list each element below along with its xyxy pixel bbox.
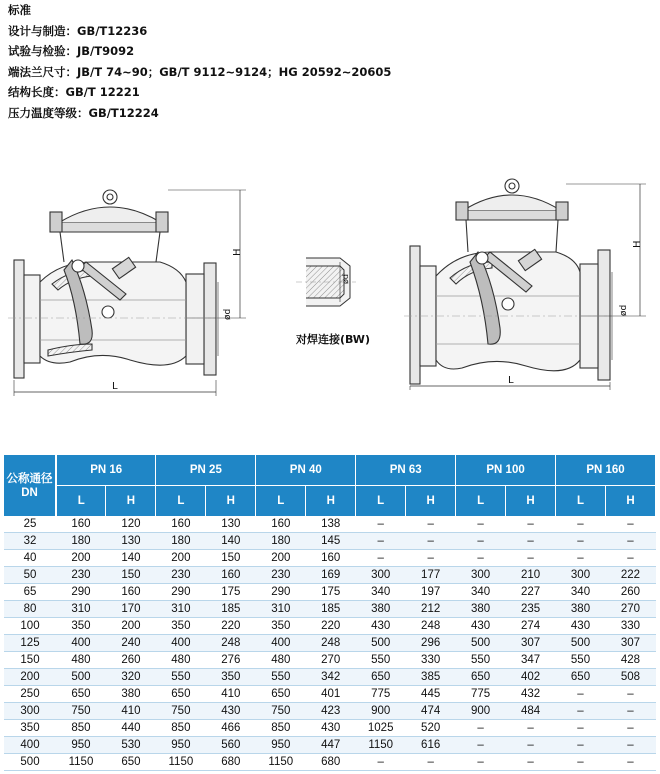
table-cell: 900: [356, 703, 406, 720]
table-cell: –: [506, 533, 556, 550]
right-dim-d: ød: [619, 304, 629, 316]
table-cell: 350: [256, 618, 306, 635]
table-cell: 180: [56, 533, 106, 550]
pn-header: PN 63: [356, 455, 456, 486]
table-cell: 520: [406, 720, 456, 737]
table-row: [4, 737, 656, 754]
table-cell: 340: [356, 584, 406, 601]
table-cell: 200: [106, 618, 156, 635]
sub-header-L: L: [56, 486, 106, 517]
pn-header: PN 16: [56, 455, 156, 486]
table-cell: –: [556, 516, 606, 533]
dn-cell: 500: [4, 754, 56, 771]
table-cell: 775: [356, 686, 406, 703]
table-row: [4, 618, 656, 635]
table-cell: 160: [206, 567, 256, 584]
table-cell: 212: [406, 601, 456, 618]
table-cell: –: [356, 550, 406, 567]
table-cell: 650: [56, 686, 106, 703]
table-cell: –: [556, 533, 606, 550]
table-cell: 290: [56, 584, 106, 601]
sub-header-H: H: [506, 486, 556, 517]
table-cell: 290: [256, 584, 306, 601]
table-cell: 775: [456, 686, 506, 703]
table-cell: 210: [506, 567, 556, 584]
table-cell: 248: [306, 635, 356, 652]
table-cell: 401: [306, 686, 356, 703]
table-cell: 200: [256, 550, 306, 567]
table-cell: 385: [406, 669, 456, 686]
sub-header-H: H: [406, 486, 456, 517]
dn-cell: 250: [4, 686, 56, 703]
bw-caption: 对焊连接(BW): [296, 333, 370, 346]
dn-header: [4, 455, 56, 516]
table-cell: –: [506, 550, 556, 567]
table-cell: 330: [605, 618, 655, 635]
table-cell: 650: [156, 686, 206, 703]
table-cell: 650: [256, 686, 306, 703]
table-cell: –: [456, 720, 506, 737]
table-row: [4, 601, 656, 618]
table-cell: 530: [106, 737, 156, 754]
table-cell: 440: [106, 720, 156, 737]
table-row: [4, 669, 656, 686]
table-cell: 248: [406, 618, 456, 635]
pn-header: PN 160: [556, 455, 656, 486]
sub-header-L: L: [356, 486, 406, 517]
sub-header-H: H: [306, 486, 356, 517]
table-cell: 270: [605, 601, 655, 618]
table-cell: 160: [106, 584, 156, 601]
table-body: [4, 516, 656, 771]
table-cell: 220: [306, 618, 356, 635]
table-row: [4, 584, 656, 601]
table-cell: –: [456, 754, 506, 771]
table-cell: 1150: [56, 754, 106, 771]
table-cell: 300: [456, 567, 506, 584]
table-cell: 270: [306, 652, 356, 669]
table-cell: 180: [156, 533, 206, 550]
table-cell: 342: [306, 669, 356, 686]
dn-cell: 50: [4, 567, 56, 584]
dn-cell: 65: [4, 584, 56, 601]
table-cell: 310: [56, 601, 106, 618]
table-cell: –: [605, 703, 655, 720]
table-cell: 320: [106, 669, 156, 686]
dn-header-line1: 公称通径: [6, 472, 53, 485]
table-cell: 150: [106, 567, 156, 584]
table-cell: –: [605, 550, 655, 567]
table-row: [4, 754, 656, 771]
left-dim-d: ød: [223, 308, 233, 320]
dn-cell: 25: [4, 516, 56, 533]
table-cell: 750: [256, 703, 306, 720]
table-row: [4, 703, 656, 720]
table-cell: 432: [506, 686, 556, 703]
table-cell: 480: [256, 652, 306, 669]
table-cell: 650: [456, 669, 506, 686]
table-cell: 185: [206, 601, 256, 618]
table-cell: 550: [356, 652, 406, 669]
table-cell: 230: [56, 567, 106, 584]
table-cell: –: [406, 550, 456, 567]
table-cell: 274: [506, 618, 556, 635]
table-cell: –: [506, 720, 556, 737]
table-cell: 235: [506, 601, 556, 618]
table-cell: 120: [106, 516, 156, 533]
right-valve: [404, 179, 646, 390]
table-cell: 500: [456, 635, 506, 652]
table-cell: 400: [56, 635, 106, 652]
table-cell: 160: [306, 550, 356, 567]
table-cell: 340: [456, 584, 506, 601]
table-row: [4, 635, 656, 652]
table-cell: 175: [306, 584, 356, 601]
table-cell: 160: [56, 516, 106, 533]
table-cell: 410: [206, 686, 256, 703]
dn-cell: 80: [4, 601, 56, 618]
standards-block: [8, 0, 391, 123]
table-cell: 430: [356, 618, 406, 635]
table-cell: 222: [605, 567, 655, 584]
table-cell: –: [556, 737, 606, 754]
table-cell: 260: [605, 584, 655, 601]
left-dim-H: H: [232, 248, 243, 256]
pn-header: PN 25: [156, 455, 256, 486]
table-cell: 260: [106, 652, 156, 669]
table-cell: 307: [506, 635, 556, 652]
table-cell: 138: [306, 516, 356, 533]
table-cell: –: [406, 754, 456, 771]
standard-flange: 端法兰尺寸：JB/T 74~90；GB/T 9112~9124；HG 20592~20605: [8, 64, 392, 79]
table-cell: 296: [406, 635, 456, 652]
table-cell: 560: [206, 737, 256, 754]
table-cell: 170: [106, 601, 156, 618]
table-cell: 680: [306, 754, 356, 771]
table-cell: –: [406, 516, 456, 533]
table-cell: 650: [356, 669, 406, 686]
table-cell: 330: [406, 652, 456, 669]
dimension-table: [4, 455, 656, 771]
table-cell: –: [356, 754, 406, 771]
table-cell: 750: [56, 703, 106, 720]
table-cell: 423: [306, 703, 356, 720]
table-cell: 850: [156, 720, 206, 737]
table-cell: –: [456, 550, 506, 567]
table-cell: –: [556, 703, 606, 720]
table-cell: 400: [156, 635, 206, 652]
table-cell: 500: [56, 669, 106, 686]
table-row: [4, 686, 656, 703]
table-cell: 340: [556, 584, 606, 601]
table-cell: 447: [306, 737, 356, 754]
table-cell: 616: [406, 737, 456, 754]
table-cell: –: [605, 533, 655, 550]
sub-header-L: L: [456, 486, 506, 517]
table-cell: 130: [106, 533, 156, 550]
dn-cell: 200: [4, 669, 56, 686]
table-cell: 350: [206, 669, 256, 686]
table-cell: 240: [106, 635, 156, 652]
table-cell: 380: [106, 686, 156, 703]
table-cell: 1025: [356, 720, 406, 737]
table-cell: 750: [156, 703, 206, 720]
right-dim-L: L: [508, 375, 514, 386]
valve-drawing: [0, 175, 660, 410]
table-cell: 430: [306, 720, 356, 737]
table-cell: 150: [206, 550, 256, 567]
table-cell: 350: [156, 618, 206, 635]
table-cell: 480: [156, 652, 206, 669]
table-cell: 177: [406, 567, 456, 584]
table-cell: –: [506, 754, 556, 771]
table-cell: –: [506, 516, 556, 533]
standard-test: 试验与检验：JB/T9092: [8, 44, 135, 58]
dn-cell: 32: [4, 533, 56, 550]
table-cell: 428: [605, 652, 655, 669]
dn-cell: 40: [4, 550, 56, 567]
table-cell: –: [506, 737, 556, 754]
standard-pressure: 压力温度等级：GB/T12224: [8, 105, 159, 120]
table-cell: –: [605, 737, 655, 754]
sub-header-H: H: [106, 486, 156, 517]
table-cell: –: [456, 533, 506, 550]
dn-header-line2: DN: [21, 486, 38, 499]
table-cell: 290: [156, 584, 206, 601]
table-cell: 200: [56, 550, 106, 567]
table-cell: 310: [256, 601, 306, 618]
table-cell: 850: [256, 720, 306, 737]
table-row: [4, 533, 656, 550]
table-cell: –: [356, 516, 406, 533]
table-row: [4, 516, 656, 533]
table-cell: 230: [156, 567, 206, 584]
sub-header-L: L: [156, 486, 206, 517]
table-cell: 220: [206, 618, 256, 635]
table-cell: 380: [356, 601, 406, 618]
table-cell: 550: [256, 669, 306, 686]
table-cell: 430: [456, 618, 506, 635]
table-cell: 140: [106, 550, 156, 567]
table-cell: 402: [506, 669, 556, 686]
dn-cell: 100: [4, 618, 56, 635]
table-cell: 350: [56, 618, 106, 635]
table-cell: –: [605, 720, 655, 737]
table-cell: 200: [156, 550, 206, 567]
table-cell: 140: [206, 533, 256, 550]
table-cell: 310: [156, 601, 206, 618]
table-cell: 474: [406, 703, 456, 720]
table-cell: –: [406, 533, 456, 550]
table-cell: 145: [306, 533, 356, 550]
table-cell: 160: [256, 516, 306, 533]
table-cell: 445: [406, 686, 456, 703]
table-cell: 410: [106, 703, 156, 720]
table-cell: 900: [456, 703, 506, 720]
table-cell: 850: [56, 720, 106, 737]
table-cell: 185: [306, 601, 356, 618]
table-cell: 550: [456, 652, 506, 669]
right-dim-H: H: [632, 240, 643, 248]
table-cell: –: [456, 516, 506, 533]
table-cell: –: [605, 754, 655, 771]
table-header-pn: [4, 455, 656, 486]
table-cell: 950: [156, 737, 206, 754]
left-valve: [8, 190, 246, 396]
table-cell: 430: [556, 618, 606, 635]
table-cell: 484: [506, 703, 556, 720]
table-cell: 276: [206, 652, 256, 669]
table-row: [4, 550, 656, 567]
table-cell: 1150: [256, 754, 306, 771]
table-cell: 307: [605, 635, 655, 652]
table-cell: –: [556, 550, 606, 567]
table-cell: 130: [206, 516, 256, 533]
table-cell: –: [556, 754, 606, 771]
table-cell: 400: [256, 635, 306, 652]
table-cell: 230: [256, 567, 306, 584]
table-cell: 650: [556, 669, 606, 686]
table-cell: 650: [106, 754, 156, 771]
table-cell: –: [556, 720, 606, 737]
table-row: [4, 652, 656, 669]
table-cell: 169: [306, 567, 356, 584]
table-cell: –: [605, 686, 655, 703]
standard-design: 设计与制造：GB/T12236: [8, 23, 148, 38]
table-cell: 508: [605, 669, 655, 686]
table-cell: –: [356, 533, 406, 550]
table-cell: 197: [406, 584, 456, 601]
dn-cell: 300: [4, 703, 56, 720]
table-cell: 380: [456, 601, 506, 618]
table-cell: 480: [56, 652, 106, 669]
sub-header-H: H: [206, 486, 256, 517]
table-header-sub: [4, 486, 656, 517]
standard-length: 结构长度：GB/T 12221: [8, 85, 140, 99]
table-cell: 380: [556, 601, 606, 618]
table-cell: 500: [556, 635, 606, 652]
bw-dim-d: ød: [341, 274, 350, 284]
table-cell: 680: [206, 754, 256, 771]
sub-header-H: H: [605, 486, 655, 517]
table-cell: 227: [506, 584, 556, 601]
dn-cell: 125: [4, 635, 56, 652]
dn-cell: 350: [4, 720, 56, 737]
table-cell: –: [605, 516, 655, 533]
standards-title: 标准: [8, 3, 31, 17]
table-cell: 300: [356, 567, 406, 584]
table-cell: 466: [206, 720, 256, 737]
dn-cell: 150: [4, 652, 56, 669]
pn-header: PN 100: [456, 455, 556, 486]
table-row: [4, 720, 656, 737]
table-cell: 160: [156, 516, 206, 533]
dn-cell: 400: [4, 737, 56, 754]
table-cell: 248: [206, 635, 256, 652]
table-cell: 430: [206, 703, 256, 720]
left-dim-L: L: [112, 381, 118, 392]
table-row: [4, 567, 656, 584]
table-cell: 950: [56, 737, 106, 754]
table-cell: 1150: [356, 737, 406, 754]
table-cell: –: [556, 686, 606, 703]
table-cell: 180: [256, 533, 306, 550]
table-cell: 175: [206, 584, 256, 601]
table-cell: –: [456, 737, 506, 754]
pn-header: PN 40: [256, 455, 356, 486]
table-cell: 1150: [156, 754, 206, 771]
table-cell: 300: [556, 567, 606, 584]
table-cell: 550: [556, 652, 606, 669]
sub-header-L: L: [556, 486, 606, 517]
table-cell: 550: [156, 669, 206, 686]
table-cell: 950: [256, 737, 306, 754]
sub-header-L: L: [256, 486, 306, 517]
table-cell: 347: [506, 652, 556, 669]
table-cell: 500: [356, 635, 406, 652]
